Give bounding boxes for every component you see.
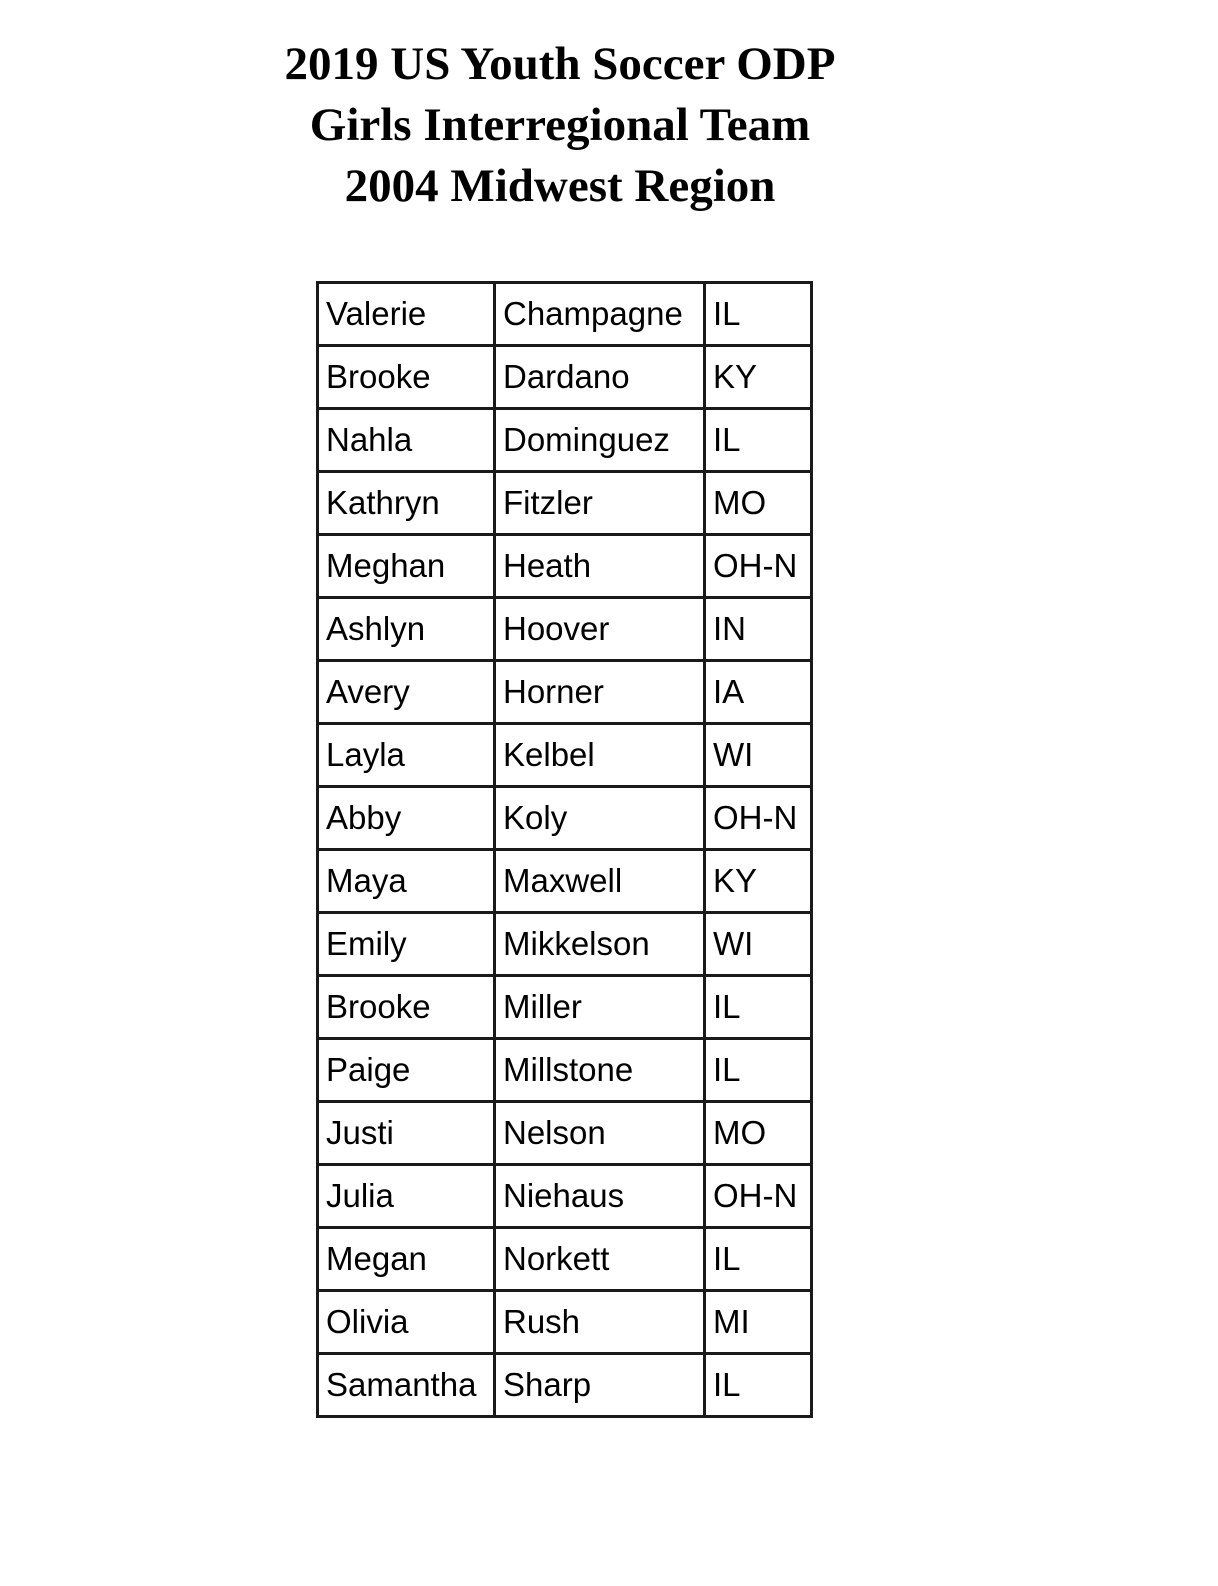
state-cell: IL	[705, 283, 812, 346]
state-cell: KY	[705, 850, 812, 913]
table-row	[318, 850, 812, 913]
table-row	[318, 283, 812, 346]
first-name-cell: Nahla	[318, 409, 495, 472]
roster-table	[316, 281, 813, 1418]
last-name-cell: Mikkelson	[495, 913, 705, 976]
last-name-cell: Millstone	[495, 1039, 705, 1102]
last-name-cell: Maxwell	[495, 850, 705, 913]
last-name-cell: Sharp	[495, 1354, 705, 1417]
first-name-cell: Abby	[318, 787, 495, 850]
roster-body	[318, 283, 812, 1417]
last-name-cell: Fitzler	[495, 472, 705, 535]
title-line-1: 2019 US Youth Soccer ODP	[284, 38, 836, 90]
state-cell: IL	[705, 409, 812, 472]
state-cell: OH-N	[705, 787, 812, 850]
first-name-cell: Brooke	[318, 346, 495, 409]
state-cell: KY	[705, 346, 812, 409]
first-name-cell: Megan	[318, 1228, 495, 1291]
first-name-cell: Olivia	[318, 1291, 495, 1354]
last-name-cell: Hoover	[495, 598, 705, 661]
table-row	[318, 913, 812, 976]
last-name-cell: Nelson	[495, 1102, 705, 1165]
state-cell: IN	[705, 598, 812, 661]
state-cell: IA	[705, 661, 812, 724]
state-cell: IL	[705, 1228, 812, 1291]
last-name-cell: Koly	[495, 787, 705, 850]
table-row	[318, 1039, 812, 1102]
last-name-cell: Champagne	[495, 283, 705, 346]
table-row	[318, 472, 812, 535]
state-cell: OH-N	[705, 1165, 812, 1228]
state-cell: OH-N	[705, 535, 812, 598]
last-name-cell: Norkett	[495, 1228, 705, 1291]
state-cell: IL	[705, 1354, 812, 1417]
state-cell: MI	[705, 1291, 812, 1354]
state-cell: WI	[705, 724, 812, 787]
table-row	[318, 346, 812, 409]
state-cell: IL	[705, 1039, 812, 1102]
title-line-2: Girls Interregional Team	[309, 99, 811, 151]
state-cell: IL	[705, 976, 812, 1039]
table-row	[318, 409, 812, 472]
state-cell: MO	[705, 1102, 812, 1165]
table-row	[318, 724, 812, 787]
first-name-cell: Valerie	[318, 283, 495, 346]
first-name-cell: Meghan	[318, 535, 495, 598]
first-name-cell: Brooke	[318, 976, 495, 1039]
first-name-cell: Paige	[318, 1039, 495, 1102]
table-row	[318, 1102, 812, 1165]
first-name-cell: Samantha	[318, 1354, 495, 1417]
last-name-cell: Rush	[495, 1291, 705, 1354]
last-name-cell: Horner	[495, 661, 705, 724]
table-row	[318, 661, 812, 724]
first-name-cell: Maya	[318, 850, 495, 913]
table-row	[318, 1291, 812, 1354]
table-row	[318, 1228, 812, 1291]
last-name-cell: Niehaus	[495, 1165, 705, 1228]
last-name-cell: Dominguez	[495, 409, 705, 472]
last-name-cell: Dardano	[495, 346, 705, 409]
first-name-cell: Kathryn	[318, 472, 495, 535]
first-name-cell: Emily	[318, 913, 495, 976]
table-row	[318, 976, 812, 1039]
first-name-cell: Layla	[318, 724, 495, 787]
last-name-cell: Heath	[495, 535, 705, 598]
state-cell: WI	[705, 913, 812, 976]
first-name-cell: Avery	[318, 661, 495, 724]
table-row	[318, 1354, 812, 1417]
page-title	[0, 34, 1120, 217]
first-name-cell: Justi	[318, 1102, 495, 1165]
last-name-cell: Miller	[495, 976, 705, 1039]
table-row	[318, 1165, 812, 1228]
table-row	[318, 535, 812, 598]
last-name-cell: Kelbel	[495, 724, 705, 787]
title-line-3: 2004 Midwest Region	[344, 160, 776, 212]
first-name-cell: Ashlyn	[318, 598, 495, 661]
table-row	[318, 598, 812, 661]
state-cell: MO	[705, 472, 812, 535]
first-name-cell: Julia	[318, 1165, 495, 1228]
table-row	[318, 787, 812, 850]
